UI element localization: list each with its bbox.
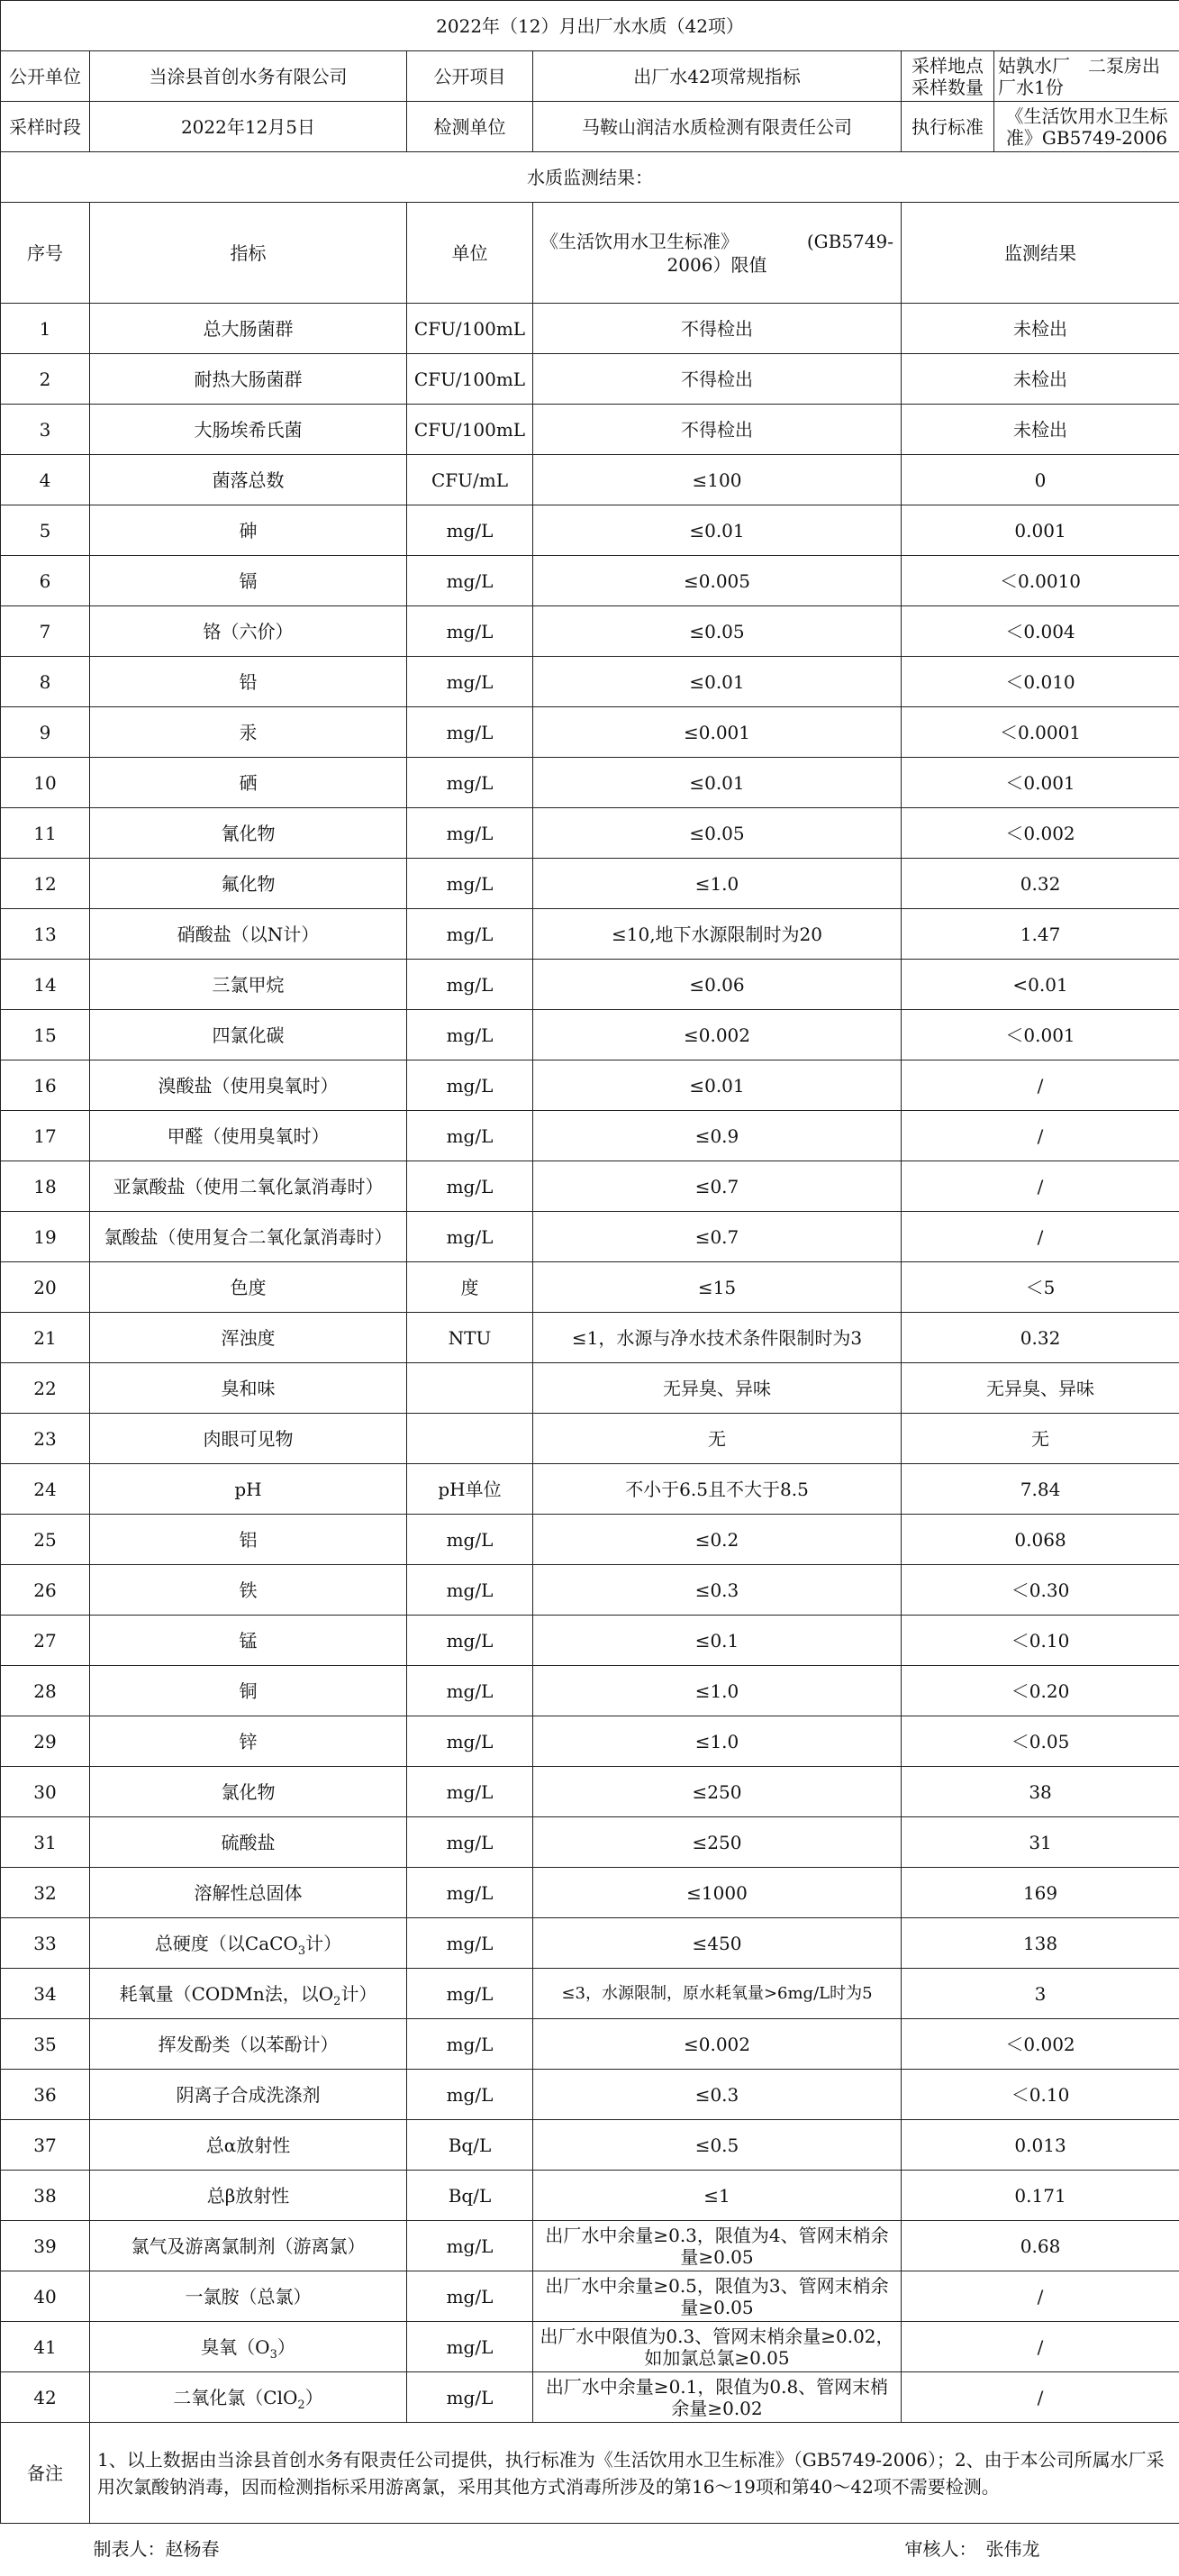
row-result: /: [902, 2372, 1179, 2423]
row-limit: ≤0.05: [533, 808, 902, 859]
table-row: [1, 707, 1179, 758]
row-limit: 无: [533, 1414, 902, 1464]
row-unit: CFU/100mL: [407, 405, 533, 455]
row-result: /: [902, 2322, 1179, 2372]
row-no: 26: [1, 1565, 90, 1616]
row-indicator: 锰: [90, 1616, 407, 1666]
row-indicator: [90, 1969, 407, 2019]
table-row: [1, 354, 1179, 405]
row-indicator: 总β放射性: [90, 2171, 407, 2221]
col-header-unit: 单位: [407, 203, 533, 304]
row-unit: mg/L: [407, 1817, 533, 1868]
table-row: [1, 455, 1179, 505]
row-result: ＜0.05: [902, 1716, 1179, 1767]
row-limit: ≤1000: [533, 1868, 902, 1918]
row-limit: ≤0.06: [533, 960, 902, 1010]
table-row: [1, 909, 1179, 960]
row-indicator: 臭和味: [90, 1363, 407, 1414]
row-indicator: 铝: [90, 1515, 407, 1565]
pub-item-value: 出厂水42项常规指标: [533, 51, 902, 102]
row-unit: [407, 1414, 533, 1464]
row-limit: ≤0.7: [533, 1212, 902, 1262]
row-no: 14: [1, 960, 90, 1010]
row-unit: mg/L: [407, 2322, 533, 2372]
row-indicator-post: 计）: [340, 1982, 377, 2005]
row-limit: ≤1.0: [533, 859, 902, 909]
row-indicator: [90, 2372, 407, 2423]
row-result: ＜0.002: [902, 808, 1179, 859]
row-result: <0.01: [902, 960, 1179, 1010]
row-indicator: 总大肠菌群: [90, 304, 407, 354]
row-result: ＜0.002: [902, 2019, 1179, 2070]
row-no: 1: [1, 304, 90, 354]
table-row: [1, 1363, 1179, 1414]
test-unit-label: 检测单位: [407, 102, 533, 152]
col-header-limit-line1: [537, 230, 897, 253]
row-indicator: 氟化物: [90, 859, 407, 909]
row-indicator: 铬（六价）: [90, 606, 407, 657]
row-unit: mg/L: [407, 1918, 533, 1969]
row-result: ＜0.0001: [902, 707, 1179, 758]
row-limit: ≤0.001: [533, 707, 902, 758]
row-indicator: 一氯胺（总氯）: [90, 2271, 407, 2322]
row-result: ＜0.30: [902, 1565, 1179, 1616]
row-indicator: 色度: [90, 1262, 407, 1313]
row-indicator-sub: 2: [333, 1994, 341, 2008]
sample-site-label-1: 采样地点: [911, 54, 984, 77]
sample-period-value: 2022年12月5日: [90, 102, 407, 152]
row-result: /: [902, 1111, 1179, 1161]
row-no: 18: [1, 1161, 90, 1212]
row-result: /: [902, 1161, 1179, 1212]
footer-spacer: [407, 2524, 533, 2574]
row-limit: 出厂水中余量≥0.3，限值为4、管网末梢余量≥0.05: [533, 2221, 902, 2271]
table-row: [1, 1868, 1179, 1918]
row-indicator: 总α放射性: [90, 2120, 407, 2171]
row-indicator: 亚氯酸盐（使用二氧化氯消毒时）: [90, 1161, 407, 1212]
row-unit: mg/L: [407, 2070, 533, 2120]
row-no: 34: [1, 1969, 90, 2019]
row-no: 24: [1, 1464, 90, 1515]
row-result: ＜0.001: [902, 1010, 1179, 1060]
row-no: 37: [1, 2120, 90, 2171]
row-no: 3: [1, 405, 90, 455]
row-unit: pH单位: [407, 1464, 533, 1515]
row-limit: ≤0.7: [533, 1161, 902, 1212]
row-indicator: 铜: [90, 1666, 407, 1716]
row-result: 7.84: [902, 1464, 1179, 1515]
row-no: 35: [1, 2019, 90, 2070]
row-result: ＜0.0010: [902, 556, 1179, 606]
row-no: 20: [1, 1262, 90, 1313]
row-result: 0: [902, 455, 1179, 505]
row-limit: ≤0.002: [533, 2019, 902, 2070]
section-title: 水质监测结果：: [1, 152, 1179, 203]
row-result: 无: [902, 1414, 1179, 1464]
row-no: 33: [1, 1918, 90, 1969]
row-no: 38: [1, 2171, 90, 2221]
row-limit: ≤15: [533, 1262, 902, 1313]
row-limit: ≤0.01: [533, 505, 902, 556]
table-row: [1, 556, 1179, 606]
row-no: 9: [1, 707, 90, 758]
footer-spacer: [533, 2524, 902, 2574]
note-text: 1、以上数据由当涂县首创水务有限责任公司提供，执行标准为《生活饮用水卫生标准》（GB5749-2006）；2、由于本公司所属水厂采用次氯酸钠消毒，因而检测指标采用游离氯，采用其他方式消毒所涉及的第16～19项和第40～42项不需要检测。: [90, 2423, 1179, 2524]
row-indicator: 挥发酚类（以苯酚计）: [90, 2019, 407, 2070]
row-indicator: [90, 1918, 407, 1969]
row-unit: mg/L: [407, 1212, 533, 1262]
row-no: 8: [1, 657, 90, 707]
row-indicator: 耐热大肠菌群: [90, 354, 407, 405]
row-limit: ≤0.3: [533, 2070, 902, 2120]
row-indicator-post: ）: [277, 2335, 295, 2358]
row-indicator: 甲醛（使用臭氧时）: [90, 1111, 407, 1161]
row-unit: mg/L: [407, 2372, 533, 2423]
row-no: 36: [1, 2070, 90, 2120]
row-unit: mg/L: [407, 1060, 533, 1111]
table-row: [1, 405, 1179, 455]
row-no: 16: [1, 1060, 90, 1111]
row-result: 0.68: [902, 2221, 1179, 2271]
prepared-by: 制表人：赵杨春: [90, 2524, 407, 2574]
row-unit: mg/L: [407, 1010, 533, 1060]
row-indicator: 溴酸盐（使用臭氧时）: [90, 1060, 407, 1111]
row-limit: 无异臭、异味: [533, 1363, 902, 1414]
row-no: 22: [1, 1363, 90, 1414]
row-indicator: 氯化物: [90, 1767, 407, 1817]
row-limit: 出厂水中余量≥0.5，限值为3、管网末梢余量≥0.05: [533, 2271, 902, 2322]
pub-item-label: 公开项目: [407, 51, 533, 102]
row-no: 40: [1, 2271, 90, 2322]
test-unit-value: 马鞍山润洁水质检测有限责任公司: [533, 102, 902, 152]
sample-period-label: 采样时段: [1, 102, 90, 152]
table-row: [1, 2221, 1179, 2271]
table-row: [1, 960, 1179, 1010]
row-no: 25: [1, 1515, 90, 1565]
row-no: 17: [1, 1111, 90, 1161]
col-header-limit-a: 《生活饮用水卫生标准》: [540, 230, 739, 252]
row-indicator-post: ）: [304, 2386, 323, 2408]
row-result: ＜0.10: [902, 1616, 1179, 1666]
exec-std-value: 《生活饮用水卫生标准》GB5749-2006: [994, 102, 1179, 152]
note-label: 备注: [1, 2423, 90, 2524]
row-limit: 不得检出: [533, 405, 902, 455]
row-result: 38: [902, 1767, 1179, 1817]
row-unit: mg/L: [407, 505, 533, 556]
row-indicator: 氯酸盐（使用复合二氧化氯消毒时）: [90, 1212, 407, 1262]
row-no: 39: [1, 2221, 90, 2271]
table-row: [1, 2019, 1179, 2070]
table-row: [1, 1817, 1179, 1868]
row-indicator-sub: 2: [297, 2398, 305, 2412]
row-limit: ≤250: [533, 1817, 902, 1868]
table-row: [1, 1313, 1179, 1363]
reviewed-by: 审核人： 张伟龙: [902, 2524, 1179, 2574]
row-indicator: 铁: [90, 1565, 407, 1616]
row-unit: mg/L: [407, 2019, 533, 2070]
row-limit: ≤0.05: [533, 606, 902, 657]
row-no: 32: [1, 1868, 90, 1918]
row-result: 0.171: [902, 2171, 1179, 2221]
row-result: /: [902, 1212, 1179, 1262]
table-row: [1, 1565, 1179, 1616]
row-limit: ≤0.3: [533, 1565, 902, 1616]
row-unit: CFU/100mL: [407, 354, 533, 405]
row-no: 27: [1, 1616, 90, 1666]
row-indicator: 砷: [90, 505, 407, 556]
col-header-result: 监测结果: [902, 203, 1179, 304]
row-indicator: 氰化物: [90, 808, 407, 859]
row-unit: 度: [407, 1262, 533, 1313]
row-limit: ≤100: [533, 455, 902, 505]
row-unit: mg/L: [407, 808, 533, 859]
row-unit: mg/L: [407, 1565, 533, 1616]
table-row: [1, 1666, 1179, 1716]
row-unit: [407, 1363, 533, 1414]
row-result: /: [902, 1060, 1179, 1111]
row-result: 169: [902, 1868, 1179, 1918]
table-row: [1, 2322, 1179, 2372]
col-header-limit-c: 2006）限值: [667, 253, 767, 276]
row-limit: ≤3，水源限制，原水耗氧量>6mg/L时为5: [533, 1969, 902, 2019]
row-limit: ≤1.0: [533, 1666, 902, 1716]
row-unit: mg/L: [407, 2221, 533, 2271]
row-result: ＜0.001: [902, 758, 1179, 808]
row-indicator: 汞: [90, 707, 407, 758]
row-indicator: 阴离子合成洗涤剂: [90, 2070, 407, 2120]
row-result: 31: [902, 1817, 1179, 1868]
sample-site-value: 姑孰水厂 二泵房出厂水1份: [994, 51, 1179, 102]
row-result: 0.013: [902, 2120, 1179, 2171]
row-unit: mg/L: [407, 1868, 533, 1918]
row-limit: ≤0.1: [533, 1616, 902, 1666]
sample-site-label-2: 采样数量: [911, 76, 984, 98]
row-no: 13: [1, 909, 90, 960]
row-indicator-pre: 臭氧（O: [201, 2335, 270, 2358]
row-no: 42: [1, 2372, 90, 2423]
col-header-limit-b: (GB5749-: [806, 230, 893, 252]
row-no: 11: [1, 808, 90, 859]
row-result: /: [902, 2271, 1179, 2322]
row-limit: ≤250: [533, 1767, 902, 1817]
row-no: 2: [1, 354, 90, 405]
row-limit: ≤0.9: [533, 1111, 902, 1161]
row-indicator-post: 计）: [305, 1932, 342, 1954]
row-indicator: 氯气及游离氯制剂（游离氯）: [90, 2221, 407, 2271]
row-indicator: 硝酸盐（以N计）: [90, 909, 407, 960]
row-result: ＜0.10: [902, 2070, 1179, 2120]
row-unit: CFU/100mL: [407, 304, 533, 354]
row-limit: 不得检出: [533, 304, 902, 354]
row-indicator-pre: 总硬度（以CaCO: [154, 1932, 298, 1954]
row-indicator: pH: [90, 1464, 407, 1515]
table-row: [1, 2271, 1179, 2322]
row-limit: ≤0.005: [533, 556, 902, 606]
row-unit: mg/L: [407, 1515, 533, 1565]
exec-std-label: 执行标准: [902, 102, 994, 152]
row-indicator: [90, 2322, 407, 2372]
table-row: [1, 808, 1179, 859]
sample-site-label: [902, 51, 994, 102]
row-limit: ≤0.002: [533, 1010, 902, 1060]
row-no: 21: [1, 1313, 90, 1363]
row-indicator: 三氯甲烷: [90, 960, 407, 1010]
row-no: 5: [1, 505, 90, 556]
row-unit: mg/L: [407, 909, 533, 960]
row-unit: Bq/L: [407, 2120, 533, 2171]
row-result: ＜0.004: [902, 606, 1179, 657]
row-unit: mg/L: [407, 1969, 533, 2019]
row-unit: mg/L: [407, 657, 533, 707]
row-unit: mg/L: [407, 960, 533, 1010]
row-no: 28: [1, 1666, 90, 1716]
table-row: [1, 606, 1179, 657]
row-indicator: 肉眼可见物: [90, 1414, 407, 1464]
row-limit: ≤0.01: [533, 657, 902, 707]
row-result: 未检出: [902, 304, 1179, 354]
row-no: 19: [1, 1212, 90, 1262]
row-result: 0.32: [902, 1313, 1179, 1363]
row-unit: mg/L: [407, 1161, 533, 1212]
table-row: [1, 859, 1179, 909]
row-limit: ≤1，水源与净水技术条件限制时为3: [533, 1313, 902, 1363]
pub-unit-label: 公开单位: [1, 51, 90, 102]
row-indicator: 锌: [90, 1716, 407, 1767]
row-no: 29: [1, 1716, 90, 1767]
row-no: 6: [1, 556, 90, 606]
table-row: [1, 1515, 1179, 1565]
row-indicator: 铅: [90, 657, 407, 707]
row-limit: 出厂水中余量≥0.1，限值为0.8、管网末梢余量≥0.02: [533, 2372, 902, 2423]
table-row: [1, 1161, 1179, 1212]
row-result: ＜0.010: [902, 657, 1179, 707]
row-indicator: 浑浊度: [90, 1313, 407, 1363]
table-row: [1, 1111, 1179, 1161]
col-header-limit: [533, 203, 902, 304]
row-limit: ≤1.0: [533, 1716, 902, 1767]
row-result: 未检出: [902, 405, 1179, 455]
row-indicator-sub: 3: [269, 2347, 277, 2362]
row-no: 12: [1, 859, 90, 909]
table-row: [1, 1616, 1179, 1666]
row-indicator: 硒: [90, 758, 407, 808]
row-no: 10: [1, 758, 90, 808]
row-unit: mg/L: [407, 1111, 533, 1161]
row-indicator-pre: 二氧化氯（ClO: [173, 2386, 298, 2408]
pub-unit-value: 当涂县首创水务有限公司: [90, 51, 407, 102]
table-row: [1, 1464, 1179, 1515]
row-indicator: 大肠埃希氏菌: [90, 405, 407, 455]
table-row: [1, 1414, 1179, 1464]
row-result: ＜5: [902, 1262, 1179, 1313]
table-row: [1, 505, 1179, 556]
table-row: [1, 1767, 1179, 1817]
report-title: 2022年（12）月出厂水水质（42项）: [1, 1, 1179, 51]
table-row: [1, 1060, 1179, 1111]
col-header-no: 序号: [1, 203, 90, 304]
row-unit: CFU/mL: [407, 455, 533, 505]
row-unit: mg/L: [407, 1716, 533, 1767]
row-no: 30: [1, 1767, 90, 1817]
row-limit: ≤0.5: [533, 2120, 902, 2171]
row-indicator: 镉: [90, 556, 407, 606]
row-indicator: 菌落总数: [90, 455, 407, 505]
row-limit: ≤1: [533, 2171, 902, 2221]
row-result: 未检出: [902, 354, 1179, 405]
row-no: 31: [1, 1817, 90, 1868]
table-row: [1, 1969, 1179, 2019]
row-unit: mg/L: [407, 707, 533, 758]
row-unit: mg/L: [407, 1767, 533, 1817]
table-row: [1, 2372, 1179, 2423]
row-unit: mg/L: [407, 758, 533, 808]
row-no: 23: [1, 1414, 90, 1464]
row-indicator: 硫酸盐: [90, 1817, 407, 1868]
row-limit: 不得检出: [533, 354, 902, 405]
row-indicator: 四氯化碳: [90, 1010, 407, 1060]
table-row: [1, 1010, 1179, 1060]
row-unit: mg/L: [407, 556, 533, 606]
row-limit: 不小于6.5且不大于8.5: [533, 1464, 902, 1515]
table-row: [1, 1262, 1179, 1313]
row-result: 138: [902, 1918, 1179, 1969]
row-limit: ≤0.2: [533, 1515, 902, 1565]
row-unit: mg/L: [407, 1616, 533, 1666]
table-row: [1, 657, 1179, 707]
row-no: 7: [1, 606, 90, 657]
row-result: 无异臭、异味: [902, 1363, 1179, 1414]
row-indicator-pre: 耗氧量（CODMn法，以O: [119, 1982, 334, 2005]
row-limit: ≤10,地下水源限制时为20: [533, 909, 902, 960]
table-row: [1, 2171, 1179, 2221]
table-row: [1, 1716, 1179, 1767]
col-header-indicator: 指标: [90, 203, 407, 304]
row-indicator: 溶解性总固体: [90, 1868, 407, 1918]
row-limit: ≤0.01: [533, 758, 902, 808]
table-row: [1, 1918, 1179, 1969]
footer-spacer: [1, 2524, 90, 2574]
row-limit: 出厂水中限值为0.3、管网末梢余量≥0.02，如加氯总氯≥0.05: [533, 2322, 902, 2372]
row-limit: ≤0.01: [533, 1060, 902, 1111]
row-unit: mg/L: [407, 1666, 533, 1716]
row-result: 3: [902, 1969, 1179, 2019]
row-result: 0.068: [902, 1515, 1179, 1565]
row-result: ＜0.20: [902, 1666, 1179, 1716]
row-unit: Bq/L: [407, 2171, 533, 2221]
row-no: 15: [1, 1010, 90, 1060]
row-unit: NTU: [407, 1313, 533, 1363]
row-indicator-sub: 3: [297, 1943, 306, 1958]
row-unit: mg/L: [407, 2271, 533, 2322]
table-row: [1, 304, 1179, 354]
row-result: 1.47: [902, 909, 1179, 960]
row-no: 41: [1, 2322, 90, 2372]
row-unit: mg/L: [407, 606, 533, 657]
table-row: [1, 2120, 1179, 2171]
row-result: 0.32: [902, 859, 1179, 909]
row-no: 4: [1, 455, 90, 505]
table-row: [1, 758, 1179, 808]
row-limit: ≤450: [533, 1918, 902, 1969]
row-unit: mg/L: [407, 859, 533, 909]
table-row: [1, 2070, 1179, 2120]
table-row: [1, 1212, 1179, 1262]
row-result: 0.001: [902, 505, 1179, 556]
